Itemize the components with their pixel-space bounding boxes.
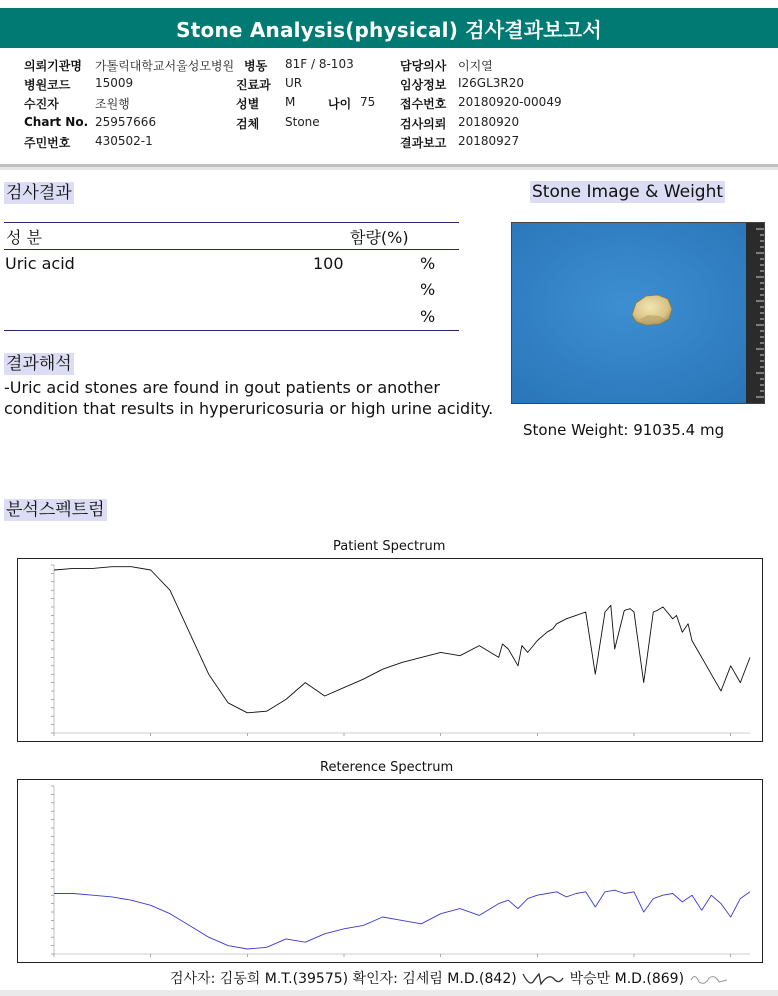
patient-spectrum-title: Patient Spectrum [333,539,446,554]
info-row [0,76,778,95]
reference-spectrum-chart [18,780,762,962]
result-unit: % [420,254,436,273]
info-value-age: 75 [360,95,376,109]
info-row [0,134,778,153]
signature-mark-1 [521,970,565,988]
info-value-specimen: Stone [285,115,320,129]
reference-spectrum-frame [17,779,763,963]
info-value-chart: 25957666 [95,115,157,129]
table-top-rule [4,222,459,223]
info-label-request: 검사의뢰 [400,117,447,131]
stone-weight-value: 91035.4 [633,421,696,439]
reference-spectrum-title: Reterence Spectrum [320,760,454,775]
patient-spectrum-frame [17,558,763,742]
info-value-patient: 조원행 [95,97,130,111]
table-header-rule [4,249,459,250]
result-component: Uric acid [5,254,75,273]
col-header-content: 함량(%) [350,228,409,247]
info-label-resident-no: 주민번호 [24,136,71,150]
result-value: 100 [313,254,344,273]
info-value-dept: UR [285,76,303,90]
patient-spectrum-chart [18,559,762,741]
info-value-resident-no: 430502-1 [95,134,153,148]
stone-weight [523,421,724,439]
stone-weight-label: Stone Weight: [523,421,629,439]
info-label-institution: 의뢰기관명 [24,59,82,73]
info-value-receipt: 20180920-00049 [458,95,562,109]
info-row [0,115,778,134]
results-section-title: 검사결과 [6,183,72,203]
report-title: Stone Analysis(physical) 검사결과보고서 [176,17,602,42]
page-top-edge [0,0,778,6]
info-value-request: 20180920 [458,115,520,129]
col-header-component: 성 분 [6,228,42,247]
result-unit: % [420,307,436,326]
info-label-doctor: 담당의사 [400,59,447,73]
signature-line [170,968,729,988]
info-label-patient: 수진자 [24,97,59,111]
info-value-institution: 가톨릭대학교서울성모병원 [95,59,235,73]
info-row [0,95,778,114]
interpretation-section-title: 결과해석 [6,354,72,374]
info-value-hospital-code: 15009 [95,76,134,90]
interpretation-text: -Uric acid stones are found in gout patients or another condition that results in hyperuricosuria or high urine acidity. [4,378,494,418]
info-value-clinical: I26GL3R20 [458,76,525,90]
info-label-sex: 성별 [236,97,260,111]
stone-photo [511,222,765,404]
axis-lines [54,565,750,733]
info-label-dept: 진료과 [236,78,271,92]
result-unit: % [420,280,436,299]
axis-lines [54,786,750,954]
info-row [0,57,778,76]
report-header [0,8,778,48]
signature-text-2: 박승만 M.D.(869) [569,971,685,987]
signature-text-1: 검사자: 김동희 M.T.(39575) 확인자: 김세림 M.D.(842) [170,971,517,987]
info-label-specimen: 검체 [236,117,260,131]
spectrum-series-line [54,890,750,949]
info-value-ward: 81F / 8-103 [285,57,354,71]
page-bottom-strip [0,990,778,996]
info-value-report: 20180927 [458,134,520,148]
stone-image [512,223,765,404]
stone-weight-unit: mg [700,421,725,439]
spectrum-series-line [54,567,750,713]
table-bottom-rule [4,330,459,331]
info-label-chart: Chart No. [24,115,89,129]
info-label-receipt: 접수번호 [400,97,447,111]
info-label-age: 나이 [328,97,352,111]
info-value-doctor: 이지열 [458,59,493,73]
info-label-report: 결과보고 [400,136,447,150]
divider [0,167,778,170]
signature-mark-2 [689,970,729,988]
info-label-clinical: 임상정보 [400,78,447,92]
info-value-sex: M [285,95,296,109]
stone-section-title: Stone Image & Weight [532,182,724,202]
patient-info-block [0,50,778,165]
info-label-ward: 병동 [244,59,268,73]
info-label-hospital-code: 병원코드 [24,78,71,92]
spectrum-section-title: 분석스펙트럼 [6,500,105,520]
